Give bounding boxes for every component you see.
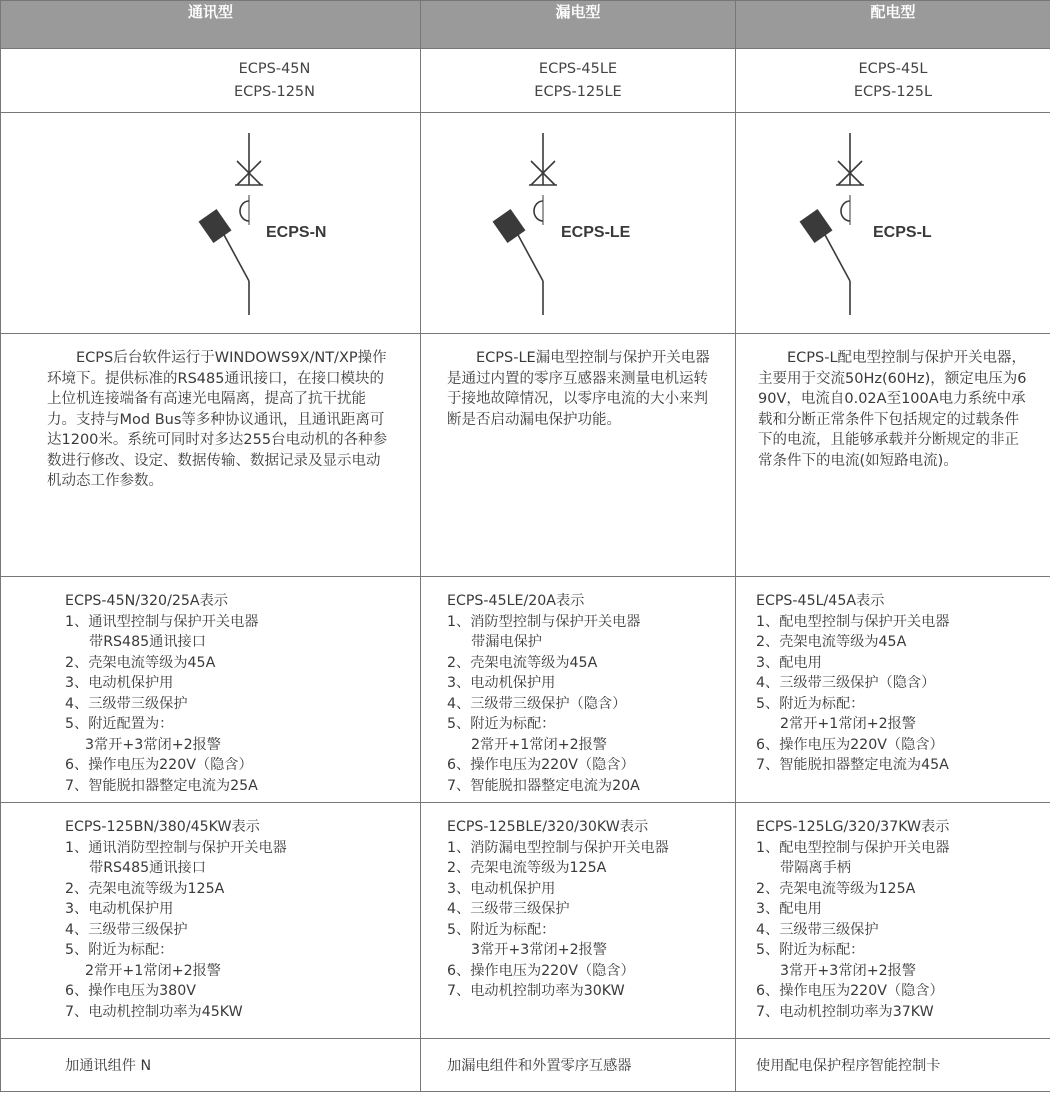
example-line: 2、壳架电流等级为125A	[447, 860, 607, 876]
description-cell-leakage	[421, 334, 736, 577]
example-line: 2常开+1常闭+2报警	[471, 736, 607, 753]
example-line: 7、电动机控制功率为45KW	[65, 1003, 243, 1020]
example-line: 2、壳架电流等级为125A	[756, 880, 916, 897]
model-row	[1, 49, 1050, 113]
header-row	[1, 1, 1050, 49]
example-title: ECPS-45L/45A表示	[756, 593, 885, 609]
example-line: 4、三级带三级保护	[447, 901, 570, 917]
example-line: 5、附近配置为：	[65, 716, 174, 732]
model-cell-comm	[1, 49, 421, 113]
description-text: ECPS后台软件运行于WINDOWS9X/NT/XP操作环境下。提供标准的RS485通讯接口，在接口模块的上位机连接端备有高速光电隔离，提高了抗干扰能力。支持与Mod Bus等多种协议通讯，且通讯距离可达1200米。系统可同时对多达255台电动机的各种参数进行修改、设定、数据传输、数据记录及显示电动机动态工作参数。	[47, 350, 388, 489]
example-line: 6、操作电压为220V（隐含）	[65, 757, 253, 773]
breaker-symbol-l	[736, 113, 1050, 333]
example-line: 6、操作电压为220V（隐含）	[756, 983, 944, 999]
example-line: 1、消防型控制与保护开关电器	[447, 613, 641, 630]
example-line: 1、通讯消防型控制与保护开关电器	[65, 839, 287, 856]
addon-cell-distribution: 使用配电保护程序智能控制卡	[736, 1039, 1050, 1092]
diagram-cell-distribution	[736, 113, 1050, 334]
description-row	[1, 334, 1050, 577]
example-line: 4、三级带三级保护	[65, 921, 188, 938]
example-line: 4、三级带三级保护	[756, 921, 879, 938]
example-line: 带RS485通讯接口	[89, 860, 206, 876]
example-line: 2常开+1常闭+2报警	[85, 962, 221, 979]
example-cell	[736, 577, 1050, 803]
example-line: 7、电动机控制功率为30KW	[447, 983, 625, 999]
example-line: 2、壳架电流等级为45A	[447, 654, 598, 671]
example-line: 3、电动机保护用	[65, 901, 174, 917]
example-line: 3、配电用	[756, 654, 822, 671]
example-line: 5、附近为标配：	[65, 942, 174, 958]
example-line: 6、操作电压为220V（隐含）	[447, 962, 635, 979]
breaker-symbol-n	[1, 113, 421, 333]
example-line: 3、电动机保护用	[447, 880, 556, 897]
example-cell	[421, 803, 736, 1039]
example-cell	[1, 803, 421, 1039]
example-line: 4、三级带三级保护	[65, 695, 188, 712]
example-line: 5、附近为标配：	[756, 695, 865, 712]
diagram-row	[1, 113, 1050, 334]
description-text: ECPS-L配电型控制与保护开关电器，主要用于交流50Hz(60Hz)，额定电压为690V，电流自0.02A至100A电力系统中承载和分断正常条件下包括规定的过载条件下的电流，且能够承载并分断规定的非正常条件下的电流(如短路电流)。	[758, 350, 1027, 469]
example-title: ECPS-125LG/320/37KW表示	[756, 819, 950, 835]
addon-cell-comm: 加通讯组件 N	[1, 1039, 421, 1092]
model-name: ECPS-45N	[238, 60, 311, 77]
model-name: ECPS-45LE	[538, 60, 618, 77]
example-row-45	[1, 577, 1050, 803]
example-line: 1、通讯型控制与保护开关电器	[65, 613, 259, 630]
diagram-label: ECPS-LE	[561, 224, 631, 241]
example-line: 带RS485通讯接口	[89, 634, 206, 650]
example-row-125	[1, 803, 1050, 1039]
breaker-symbol-le	[421, 113, 736, 333]
model-name: ECPS-125N	[234, 83, 315, 100]
example-line: 7、智能脱扣器整定电流为25A	[65, 777, 258, 794]
description-text: ECPS-LE漏电型控制与保护开关电器是通过内置的零序互感器来测量电机运转于接地故障情况，以零序电流的大小来判断是否启动漏电保护功能。	[447, 350, 710, 428]
example-line: 3常开+3常闭+2报警	[471, 942, 607, 958]
example-line: 3常开+3常闭+2报警	[85, 736, 221, 753]
example-line: 2、壳架电流等级为125A	[65, 880, 225, 897]
example-title: ECPS-45N/320/25A表示	[65, 593, 228, 609]
example-cell	[421, 577, 736, 803]
example-line: 3、配电用	[756, 901, 822, 917]
example-line: 6、操作电压为220V（隐含）	[447, 757, 635, 773]
header-comm-type: 通讯型	[1, 1, 421, 49]
model-name: ECPS-45L	[858, 60, 928, 77]
example-line: 3常开+3常闭+2报警	[780, 962, 916, 979]
header-distribution-type: 配电型	[736, 1, 1050, 49]
example-line: 3、电动机保护用	[65, 675, 174, 691]
example-line: 7、智能脱扣器整定电流为20A	[447, 777, 640, 794]
example-title: ECPS-45LE/20A表示	[447, 593, 585, 609]
example-line: 1、配电型控制与保护开关电器	[756, 613, 950, 630]
example-line: 7、智能脱扣器整定电流为45A	[756, 757, 949, 773]
example-line: 6、操作电压为220V（隐含）	[756, 736, 944, 753]
addon-row	[1, 1039, 1050, 1092]
example-title: ECPS-125BLE/320/30KW表示	[447, 819, 649, 835]
diagram-label: ECPS-N	[266, 224, 327, 241]
diagram-label: ECPS-L	[873, 224, 932, 241]
example-title: ECPS-125BN/380/45KW表示	[65, 819, 260, 835]
example-line: 2、壳架电流等级为45A	[65, 654, 216, 671]
diagram-cell-leakage	[421, 113, 736, 334]
example-cell	[1, 577, 421, 803]
example-line: 1、消防漏电型控制与保护开关电器	[447, 839, 669, 856]
example-line: 4、三级带三级保护（隐含）	[756, 675, 936, 691]
model-cell-distribution	[736, 49, 1050, 113]
example-line: 5、附近为标配：	[447, 716, 556, 732]
example-line: 1、配电型控制与保护开关电器	[756, 839, 950, 856]
example-line: 7、电动机控制功率为37KW	[756, 1003, 934, 1020]
example-line: 2常开+1常闭+2报警	[780, 716, 916, 732]
example-line: 6、操作电压为380V	[65, 983, 196, 999]
example-line: 5、附近为标配：	[447, 921, 556, 938]
addon-cell-leakage: 加漏电组件和外置零序互感器	[421, 1039, 736, 1092]
example-cell	[736, 803, 1050, 1039]
header-leakage-type: 漏电型	[421, 1, 736, 49]
example-line: 5、附近为标配：	[756, 942, 865, 958]
example-line: 3、电动机保护用	[447, 675, 556, 691]
description-cell-distribution	[736, 334, 1050, 577]
diagram-cell-comm	[1, 113, 421, 334]
description-cell-comm	[1, 334, 421, 577]
example-line: 带隔离手柄	[780, 860, 851, 876]
model-name: ECPS-125LE	[534, 83, 622, 100]
example-line: 2、壳架电流等级为45A	[756, 634, 907, 650]
example-line: 4、三级带三级保护（隐含）	[447, 695, 627, 712]
model-name: ECPS-125L	[853, 83, 933, 100]
example-line: 带漏电保护	[471, 634, 542, 650]
